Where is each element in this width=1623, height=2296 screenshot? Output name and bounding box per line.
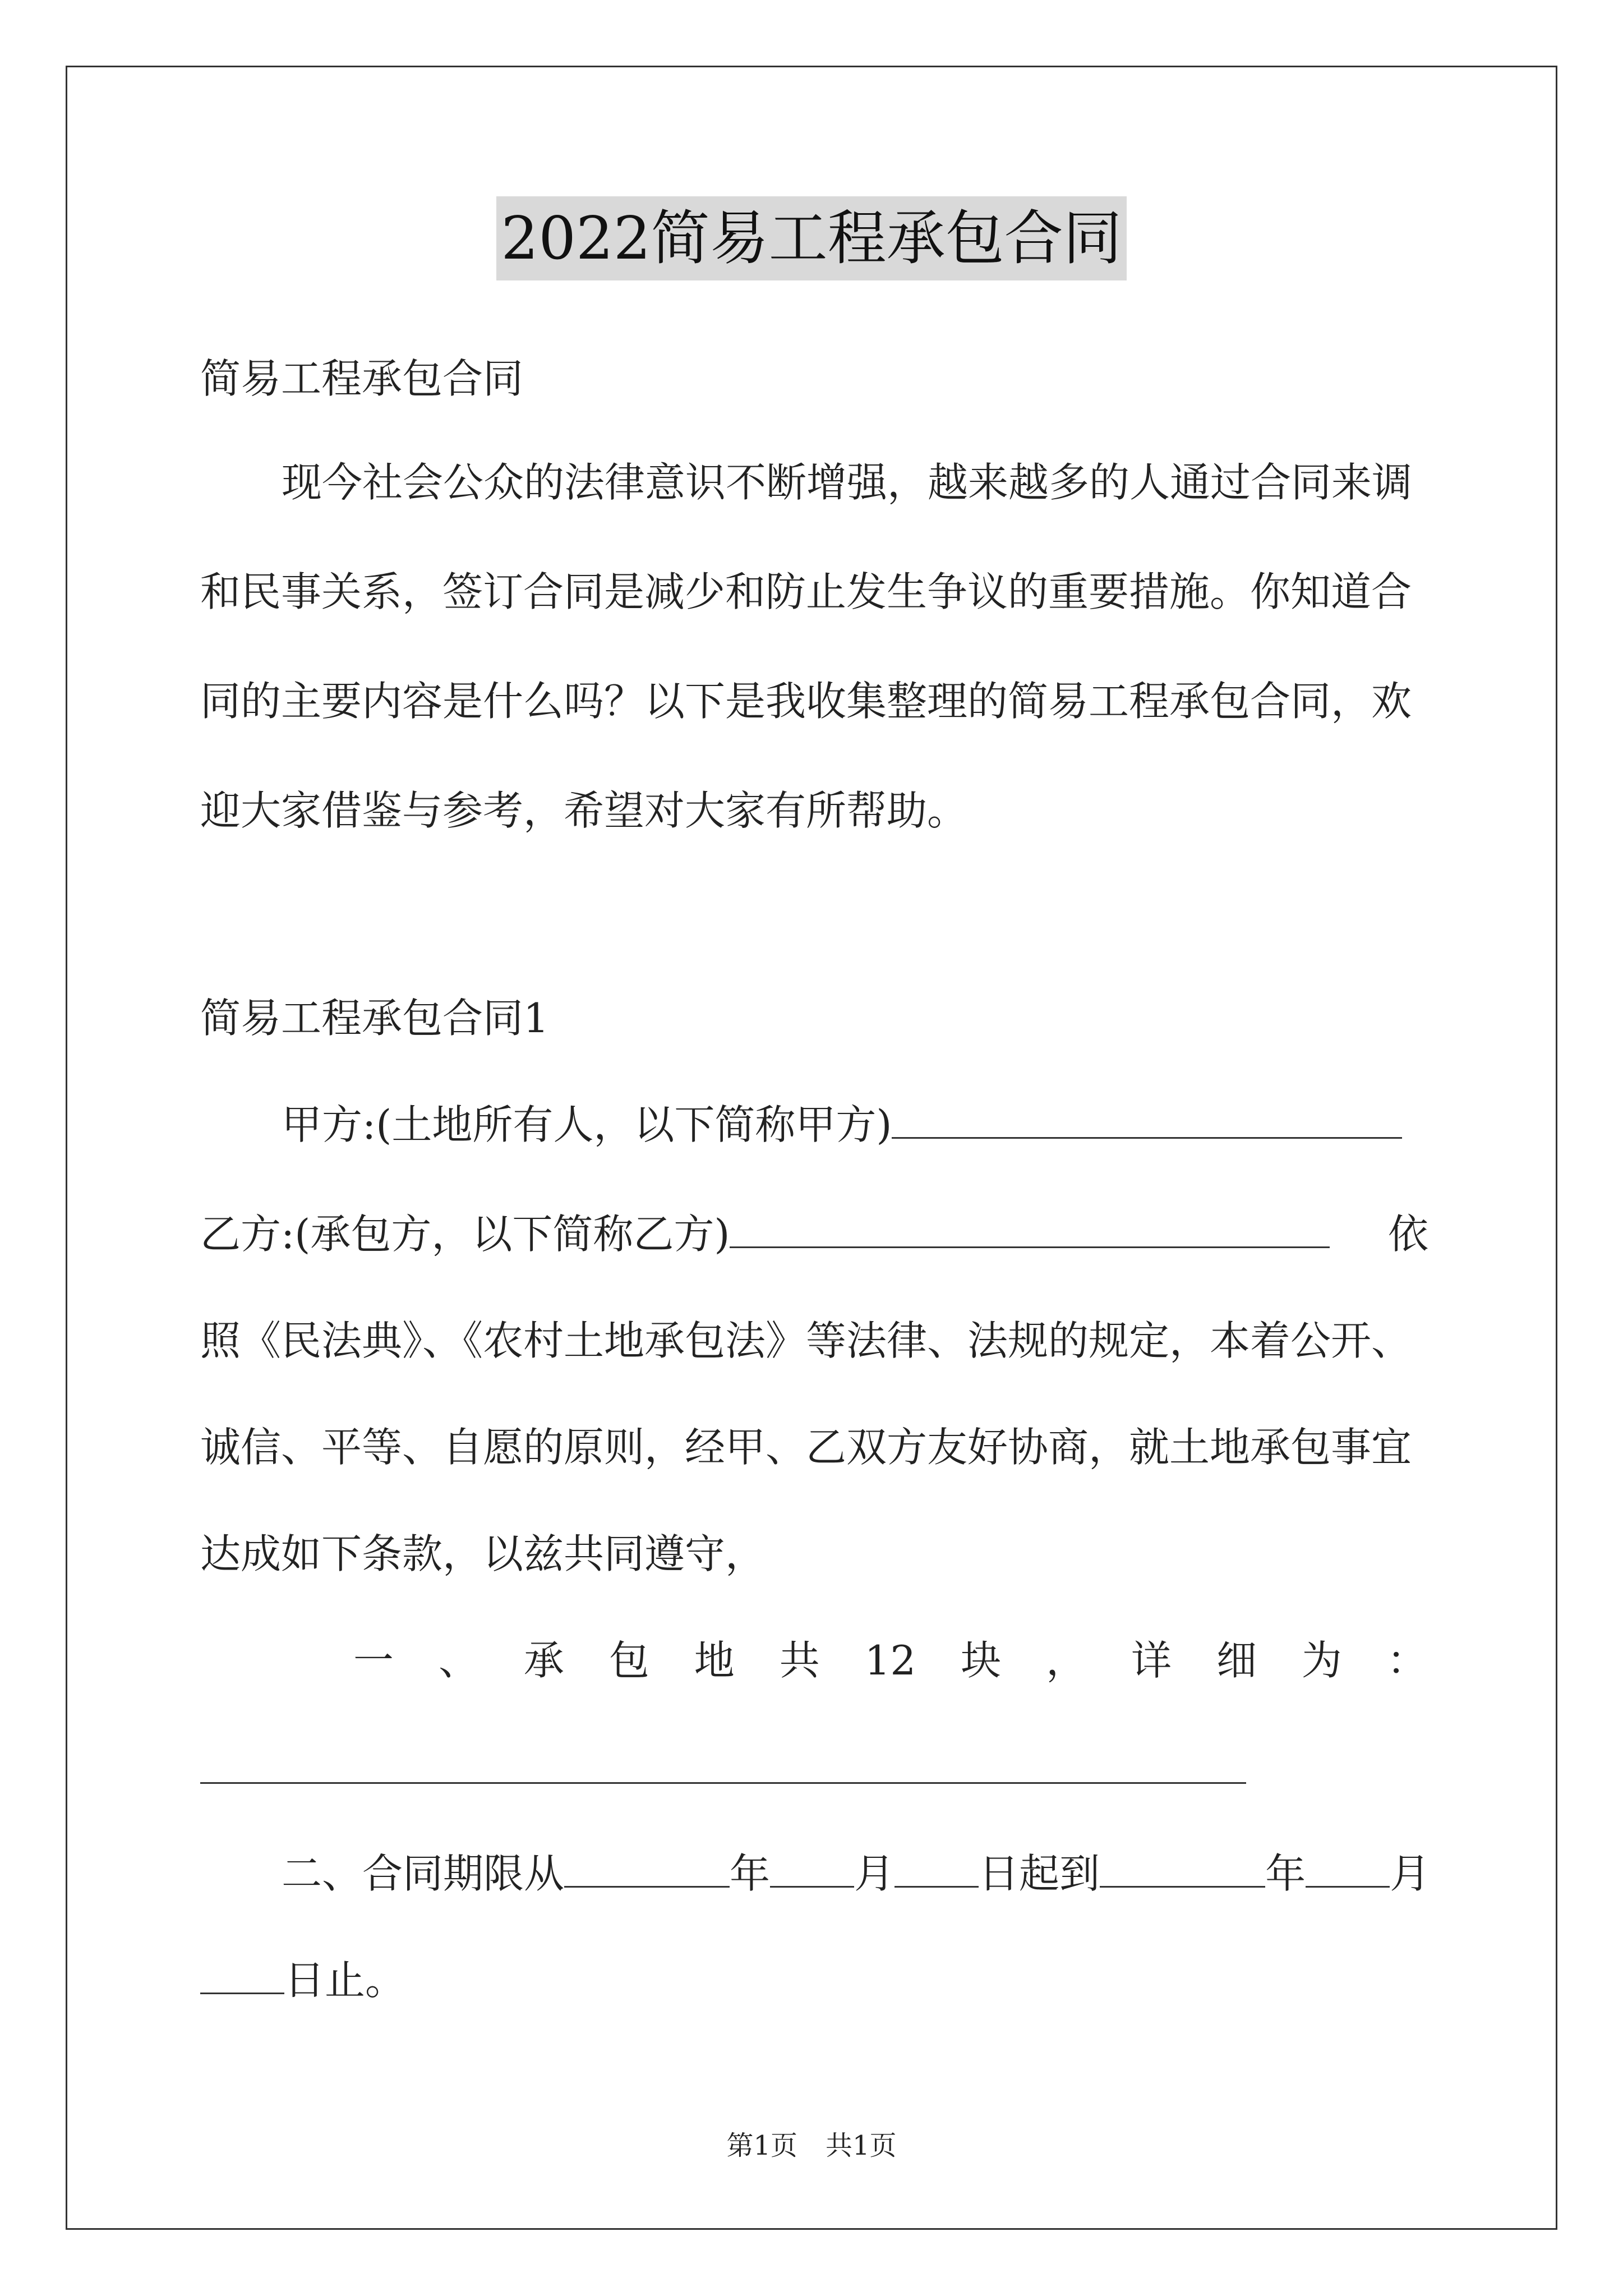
blank-day-end (200, 1953, 284, 1994)
clauses-intro-line-1: 照《民法典》、《农村土地承包法》等法律、法规的规定，本着公开、 (200, 1317, 1412, 1364)
year-label-end: 年 (1265, 1850, 1306, 1897)
clause-one-line (353, 1632, 1427, 1688)
clause-one-char: 一 (353, 1637, 394, 1684)
page-number-current: 第1页 (726, 2130, 797, 2161)
blank-day-start (895, 1847, 979, 1888)
month-label-start: 月 (854, 1850, 895, 1897)
clause-one-char: 地 (694, 1637, 735, 1684)
party-b-label: 乙方:(承包方，以下简称乙方) (200, 1211, 730, 1258)
blank-month-start (770, 1847, 854, 1888)
document-title: 2022简易工程承包合同 (496, 196, 1126, 280)
party-a-blank (892, 1098, 1402, 1139)
party-b-tail: 依 (1387, 1211, 1428, 1258)
clause-one-char: 12 (864, 1637, 916, 1684)
party-a-line (200, 1097, 1510, 1153)
clause-one-char: ， (1046, 1637, 1087, 1684)
clause-one-blank (200, 1743, 1246, 1784)
section-heading: 简易工程承包合同1 (200, 995, 549, 1042)
clause-one-char: ： (1386, 1637, 1427, 1684)
clause-one-char: 为 (1301, 1637, 1342, 1684)
clause-one-char: 承 (523, 1637, 564, 1684)
intro-line-2: 和民事关系，签订合同是减少和防止发生争议的重要措施。你知道合 (200, 568, 1412, 615)
blank-year-start (564, 1847, 730, 1888)
clauses-intro-line-3: 达成如下条款，以兹共同遵守， (200, 1530, 766, 1577)
page-number-total: 共1页 (826, 2130, 897, 2161)
month-label-end: 月 (1390, 1850, 1431, 1897)
intro-line-4: 迎大家借鉴与参考，希望对大家有所帮助。 (200, 787, 968, 834)
clauses-intro-line-2: 诚信、平等、自愿的原则，经甲、乙双方友好协商，就土地承包事宜 (200, 1424, 1412, 1471)
clause-two-line (200, 1846, 1510, 1902)
page-footer (0, 2126, 1623, 2165)
party-a-label: 甲方:(土地所有人，以下简称甲方) (282, 1101, 892, 1148)
document-subtitle: 简易工程承包合同 (200, 355, 524, 402)
clause-one-char: 共 (779, 1637, 820, 1684)
day-label-start: 日起到 (979, 1850, 1100, 1897)
clause-one-char: 详 (1131, 1637, 1172, 1684)
clause-one-char: 、 (438, 1637, 479, 1684)
clause-two-end-line (200, 1952, 1428, 2008)
intro-line-3: 同的主要内容是什么吗？以下是我收集整理的简易工程承包合同，欢 (200, 678, 1412, 725)
title-container (0, 196, 1623, 280)
clause-two-prefix: 二、合同期限从 (282, 1850, 565, 1897)
clause-one-char: 包 (608, 1637, 649, 1684)
clause-one-char: 细 (1216, 1637, 1257, 1684)
party-b-line (200, 1206, 1428, 1262)
intro-line-1: 现今社会公众的法律意识不断增强，越来越多的人通过合同来调 (282, 459, 1413, 506)
blank-month-end (1306, 1847, 1390, 1888)
clause-one-blank-line (200, 1742, 1428, 1798)
year-label-start: 年 (730, 1850, 771, 1897)
party-b-blank (730, 1207, 1330, 1248)
clause-two-end: 日止。 (284, 1957, 406, 2004)
blank-year-end (1100, 1847, 1265, 1888)
clause-one-char: 块 (961, 1637, 1002, 1684)
